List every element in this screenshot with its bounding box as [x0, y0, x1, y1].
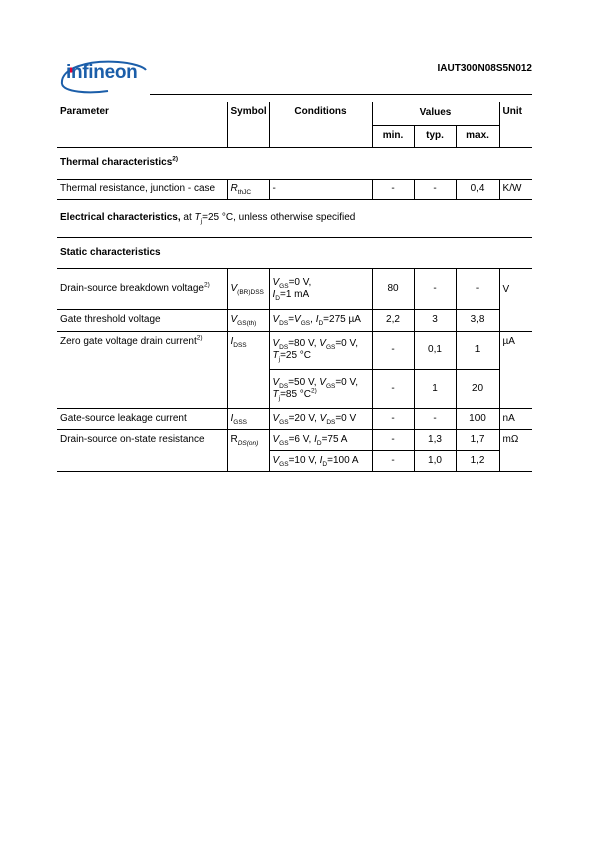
max: 0,4 [456, 179, 499, 199]
min: 80 [372, 268, 414, 309]
typ: 0,1 [414, 331, 456, 369]
min: - [372, 331, 414, 369]
max: 20 [456, 369, 499, 408]
typ: - [414, 179, 456, 199]
row-idss-a [57, 331, 532, 369]
section-static [57, 237, 532, 268]
col-conditions: Conditions [269, 102, 372, 147]
col-typ: typ. [414, 125, 456, 147]
header-rule [150, 94, 532, 95]
min: - [372, 408, 414, 429]
unit: K/W [499, 179, 532, 199]
part-number: IAUT300N08S5N012 [437, 63, 532, 74]
col-parameter: Parameter [57, 102, 227, 147]
param: Drain-source breakdown voltage$^{2)}$ [57, 268, 227, 309]
row-vgsth [57, 309, 532, 331]
col-unit: Unit [499, 102, 532, 147]
section-electrical-title: Electrical characteristics, at $T_j=25$ °C, unless otherwise specified [57, 199, 532, 237]
unit: V [499, 268, 532, 331]
param: Gate-source leakage current [57, 408, 227, 429]
param: Gate threshold voltage [57, 309, 227, 331]
unit: nA [499, 408, 532, 429]
max: 100 [456, 408, 499, 429]
symbol: $I_{DSS}$ [227, 331, 269, 408]
unit: µA [499, 331, 532, 408]
min: - [372, 179, 414, 199]
symbol: $V_{GS(th)}$ [227, 309, 269, 331]
conditions: $V_{GS}=10$ V, $I_D=100$ A [269, 450, 372, 471]
col-max: max. [456, 125, 499, 147]
min: - [372, 369, 414, 408]
conditions: $V_{GS}=6$ V, $I_D=75$ A [269, 429, 372, 450]
col-values: Values [372, 102, 499, 125]
symbol: $R_{DS(on)}$ [227, 429, 269, 471]
param: Thermal resistance, junction - case [57, 179, 227, 199]
section-thermal [57, 147, 532, 179]
row-vbr [57, 268, 532, 309]
conditions: - [269, 179, 372, 199]
typ: - [414, 408, 456, 429]
row-rthjc [57, 179, 532, 199]
section-thermal-title: Thermal characteristics$^{2)}$ [57, 147, 532, 179]
max: 1,2 [456, 450, 499, 471]
param: Drain-source on-state resistance [57, 429, 227, 471]
typ: 1 [414, 369, 456, 408]
typ: 1,0 [414, 450, 456, 471]
conditions: $V_{GS}=20$ V, $V_{DS}=0$ V [269, 408, 372, 429]
conditions: $V_{DS}=50$ V, $V_{GS}=0$ V, $T_j=85$ $^\circ C^{2)}$ [269, 369, 372, 408]
row-igss [57, 408, 532, 429]
min: - [372, 429, 414, 450]
max: 1,7 [456, 429, 499, 450]
symbol: $V_{(BR)DSS}$ [227, 268, 269, 309]
col-min: min. [372, 125, 414, 147]
max: - [456, 268, 499, 309]
max: 1 [456, 331, 499, 369]
conditions: $V_{DS}=80$ V, $V_{GS}=0$ V, $T_j=25$ °C [269, 331, 372, 369]
section-electrical [57, 199, 532, 237]
unit: mΩ [499, 429, 532, 471]
conditions: $V_{DS}=V_{GS}$, $I_D=275$ µA [269, 309, 372, 331]
max: 3,8 [456, 309, 499, 331]
typ: 1,3 [414, 429, 456, 450]
table-header-row [57, 102, 532, 125]
conditions: $V_{GS}=0$ V, $I_D=1$ mA [269, 268, 372, 309]
min: 2,2 [372, 309, 414, 331]
characteristics-table [57, 102, 532, 472]
row-rdson-a [57, 429, 532, 450]
logo-text: infineon [66, 62, 138, 83]
typ: - [414, 268, 456, 309]
symbol: $R_{thJC}$ [227, 179, 269, 199]
min: - [372, 450, 414, 471]
typ: 3 [414, 309, 456, 331]
col-symbol: Symbol [227, 102, 269, 147]
symbol: $I_{GSS}$ [227, 408, 269, 429]
section-static-title: Static characteristics [57, 237, 532, 268]
param: Zero gate voltage drain current$^{2)}$ [57, 331, 227, 408]
